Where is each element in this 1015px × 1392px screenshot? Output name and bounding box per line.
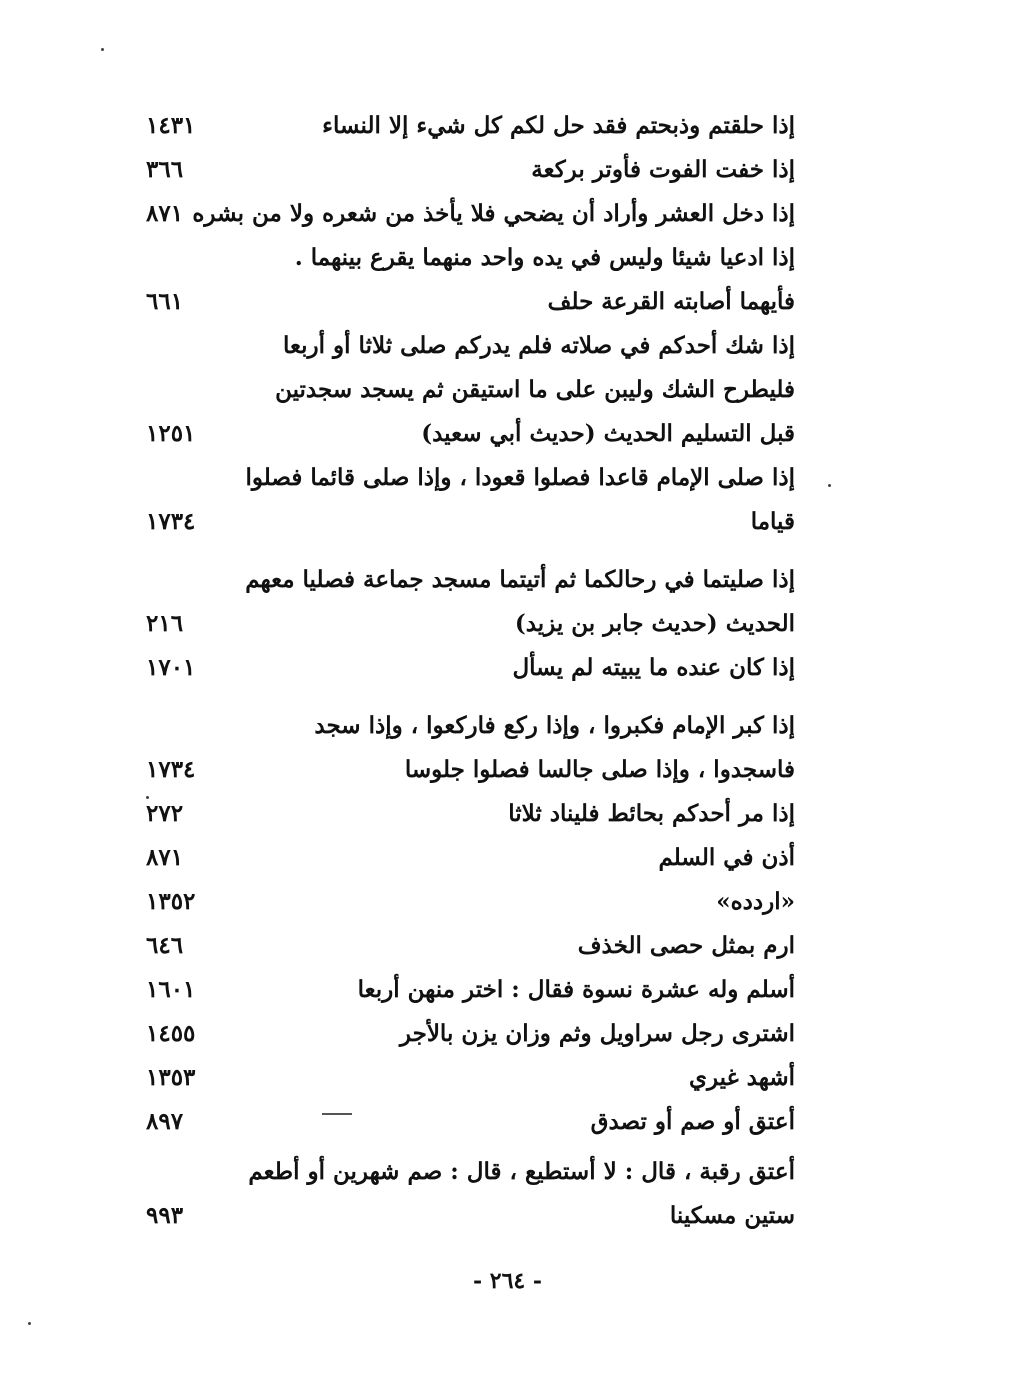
- list-item: [140, 150, 795, 194]
- list-item: [140, 502, 795, 546]
- entry-reference-number: ٨٧١: [146, 844, 184, 871]
- entry-reference-number: ١٧٠١: [146, 654, 196, 681]
- entry-text: إذا خفت الفوت فأوتر بركعة: [531, 156, 795, 183]
- list-item: [140, 560, 795, 604]
- entry-reference-number: ١٢٥١: [146, 420, 196, 447]
- scan-speck: [828, 484, 831, 487]
- entry-reference-number: ١٦٠١: [146, 976, 196, 1003]
- entry-reference-number: ٦٦١: [146, 288, 184, 315]
- entry-text: اشترى رجل سراويل وثم وزان يزن بالأجر: [399, 1020, 795, 1047]
- entry-text: «اردده»: [716, 888, 795, 915]
- scan-speck: [101, 48, 104, 51]
- entry-reference-number: ١٣٥٣: [146, 1064, 196, 1091]
- entry-text: أسلم وله عشرة نسوة فقال : اختر منهن أربعا: [357, 976, 795, 1003]
- entry-text: أعتق رقبة ، قال : لا أستطيع ، قال : صم شهرين أو أطعم: [248, 1158, 795, 1185]
- hadith-index-list: [140, 106, 795, 1240]
- entry-text: إذا حلقتم وذبحتم فقد حل لكم كل شيء إلا النساء: [322, 112, 795, 139]
- entry-text: ستين مسكينا: [669, 1202, 795, 1229]
- list-item: [140, 706, 795, 750]
- entry-text: قبل التسليم الحديث (حديث أبي سعيد): [421, 420, 795, 447]
- list-item: [140, 1196, 795, 1240]
- list-item: [140, 1152, 795, 1196]
- entry-text: الحديث (حديث جابر بن يزيد): [514, 610, 795, 637]
- list-item: [140, 838, 795, 882]
- entry-text: إذا مر أحدكم بحائط فليناد ثلاثا: [508, 800, 795, 827]
- list-item: [140, 326, 795, 370]
- list-item: [140, 1102, 795, 1146]
- entry-reference-number: ٢٧٢: [146, 800, 184, 827]
- entry-text: إذا صلى الإمام قاعدا فصلوا قعودا ، وإذا صلى قائما فصلوا: [245, 464, 795, 491]
- entry-text: ارم بمثل حصى الخذف: [577, 932, 795, 959]
- entry-text: إذا دخل العشر وأراد أن يضحي فلا يأخذ من شعره ولا من بشره: [192, 200, 795, 227]
- entry-reference-number: ٣٦٦: [146, 156, 184, 183]
- entry-text: أشهد غيري: [688, 1064, 795, 1091]
- list-item: [140, 414, 795, 458]
- entry-reference-number: ١٧٣٤: [146, 756, 196, 783]
- entry-reference-number: ١٤٥٥: [146, 1020, 196, 1047]
- page-number: - ٢٦٤ -: [472, 1268, 543, 1294]
- list-item: [140, 648, 795, 692]
- list-item: [140, 458, 795, 502]
- entry-text: إذا ادعيا شيئا وليس في يده واحد منهما يقرع بينهما .: [294, 244, 795, 271]
- list-item: [140, 794, 795, 838]
- entry-text: إذا كبر الإمام فكبروا ، وإذا ركع فاركعوا ، وإذا سجد: [314, 712, 795, 739]
- list-item: [140, 970, 795, 1014]
- scan-mark: [322, 1113, 352, 1115]
- entry-text: فليطرح الشك وليبن على ما استيقن ثم يسجد سجدتين: [275, 376, 795, 403]
- entry-text: إذا صليتما في رحالكما ثم أتيتما مسجد جماعة فصليا معهم: [245, 566, 795, 593]
- entry-reference-number: ٢١٦: [146, 610, 184, 637]
- entry-reference-number: ٩٩٣: [146, 1202, 184, 1229]
- list-item: [140, 604, 795, 648]
- entry-reference-number: ٨٩٧: [146, 1108, 184, 1135]
- entry-reference-number: ٨٧١: [146, 200, 184, 227]
- list-item: [140, 106, 795, 150]
- list-item: [140, 370, 795, 414]
- list-item: [140, 282, 795, 326]
- entry-reference-number: ١٣٥٢: [146, 888, 196, 915]
- entry-text: إذا شك أحدكم في صلاته فلم يدركم صلى ثلاثا أو أربعا: [283, 332, 795, 359]
- entry-reference-number: ٦٤٦: [146, 932, 184, 959]
- list-item: [140, 194, 795, 238]
- entry-text: فاسجدوا ، وإذا صلى جالسا فصلوا جلوسا: [404, 756, 795, 783]
- entry-text: أعتق أو صم أو تصدق: [590, 1108, 795, 1135]
- entry-reference-number: ١٤٣١: [146, 112, 196, 139]
- list-item: [140, 926, 795, 970]
- list-item: [140, 750, 795, 794]
- list-item: [140, 882, 795, 926]
- scan-speck: [146, 796, 149, 799]
- list-item: [140, 238, 795, 282]
- entry-text: إذا كان عنده ما يبيته لم يسأل: [512, 654, 795, 681]
- list-item: [140, 1058, 795, 1102]
- scan-speck: [28, 1322, 31, 1325]
- entry-text: أذن في السلم: [658, 844, 795, 871]
- entry-text: فأيهما أصابته القرعة حلف: [547, 288, 795, 315]
- entry-reference-number: ١٧٣٤: [146, 508, 196, 535]
- list-item: [140, 1014, 795, 1058]
- entry-text: قياما: [750, 508, 795, 535]
